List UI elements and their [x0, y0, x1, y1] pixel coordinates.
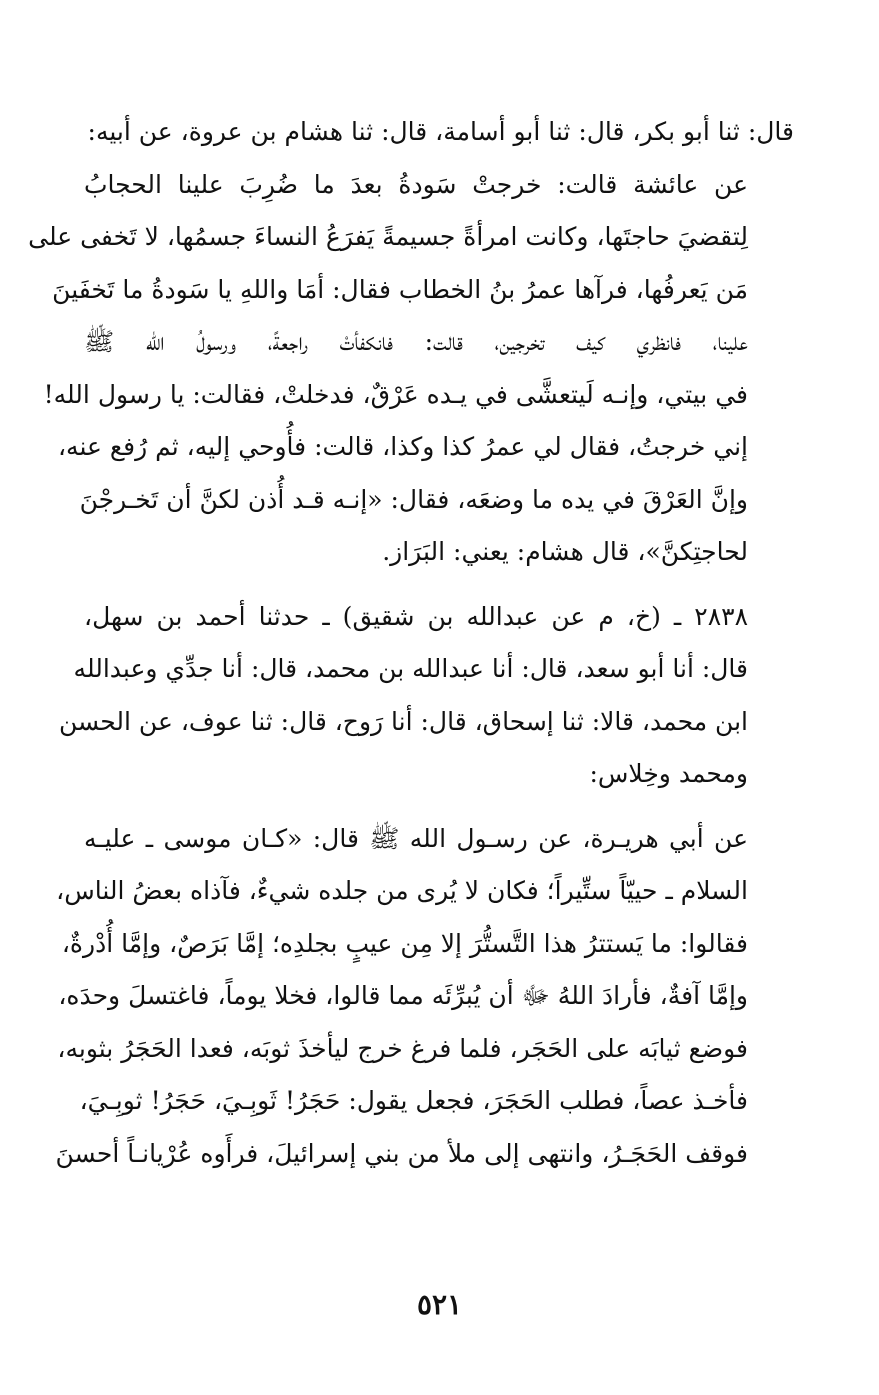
- text-line: إني خرجتُ، فقال لي عمرُ كذا وكذا، قالت: فأُوحي إليه، ثم رُفع عنه،: [57, 432, 748, 461]
- text-line: وإنَّ العَرْقَ في يده ما وضعَه، فقال: «إنـه قـد أُذن لكنَّ أن تَخـرجْنَ: [79, 484, 748, 514]
- text-line: علينا، فانظري كيف تخرجين، قالت: فانكفأتْ راجعةً، ورسولُ الله ﷺ: [84, 327, 748, 356]
- text-line: ابن محمد، قالا: ثنا إسحاق، قال: أنا رَوح، قال: ثنا عوف، عن الحسن: [58, 706, 748, 736]
- isnad-paragraph-1: [84, 106, 794, 159]
- isnad-paragraph-2: [58, 591, 794, 801]
- text-line: فأخـذ عصاً، فطلب الحَجَرَ، فجعل يقول: حَجَرُ! ثَوبِـيَ، حَجَرُ! ثوبِـيَ،: [79, 1086, 748, 1115]
- matn-paragraph-2: [55, 813, 794, 1181]
- text-line: في بيتي، وإنـه لَيتعشَّى في يـده عَرْقٌ، فدخلتْ، فقالت: يا رسول الله!: [43, 379, 748, 409]
- text-line: فقالوا: ما يَستترُ هذا التَّستُّرَ إلا مِن عيبٍ بجلدِه؛ إمَّا بَرَصٌ، وإمَّا أُدْرةٌ،: [61, 928, 748, 958]
- text-line: مَن يَعرفُها، فرآها عمرُ بنُ الخطاب فقال: أمَا واللهِ يا سَودةُ ما تَخفَينَ: [52, 274, 748, 304]
- matn-paragraph-1: [28, 159, 794, 579]
- text-line: عن أبي هريـرة، عن رسـول الله ﷺ قال: «كـان موسى ـ عليـه: [84, 823, 748, 853]
- hadith-number-line: ٢٨٣٨ ـ (خ، م عن عبدالله بن شقيق) ـ حدثنا أحمد بن سهل،: [84, 601, 748, 631]
- text-line: لِتقضيَ حاجتَها، وكانت امرأةً جسيمةً يَفرَعُ النساءَ جسمُها، لا تَخفى على: [28, 222, 748, 251]
- text-line: السلام ـ حييّاً ستِّيراً؛ فكان لا يُرى من جلده شيءٌ، فآذاه بعضُ الناس،: [56, 876, 748, 905]
- text-line: ومحمد وخِلاس:: [589, 759, 748, 788]
- page-number: ٥٢١: [416, 1288, 463, 1321]
- text-line: وإمَّا آفةٌ، فأرادَ اللهُ ﷻ أن يُبرِّئَه مما قالوا، فخلا يوماً، فاغتسلَ وحدَه،: [58, 981, 748, 1010]
- text-line: قال: أنا أبو سعد، قال: أنا عبدالله بن محمد، قال: أنا جدِّي وعبدالله: [73, 654, 748, 683]
- text-line: عن عائشة قالت: خرجتْ سَودةُ بعدَ ما ضُرِبَ علينا الحجابُ: [84, 169, 748, 199]
- text-line: لحاجتِكنَّ»، قال هشام: يعني: البَرَاز.: [382, 537, 748, 566]
- text-line: فوقف الحَجَـرُ، وانتهى إلى ملأ من بني إسرائيلَ، فرأَوه عُرْيانـاً أحسنَ: [55, 1138, 748, 1168]
- text-line: قال: ثنا أبو بكر، قال: ثنا أبو أسامة، قال: ثنا هشام بن عروة، عن أبيه:: [87, 117, 794, 146]
- page-body: [28, 106, 794, 1180]
- text-line: فوضع ثيابَه على الحَجَر، فلما فرغ خرج ليأخذَ ثوبَه، فعدا الحَجَرُ بثوبه،: [57, 1033, 748, 1063]
